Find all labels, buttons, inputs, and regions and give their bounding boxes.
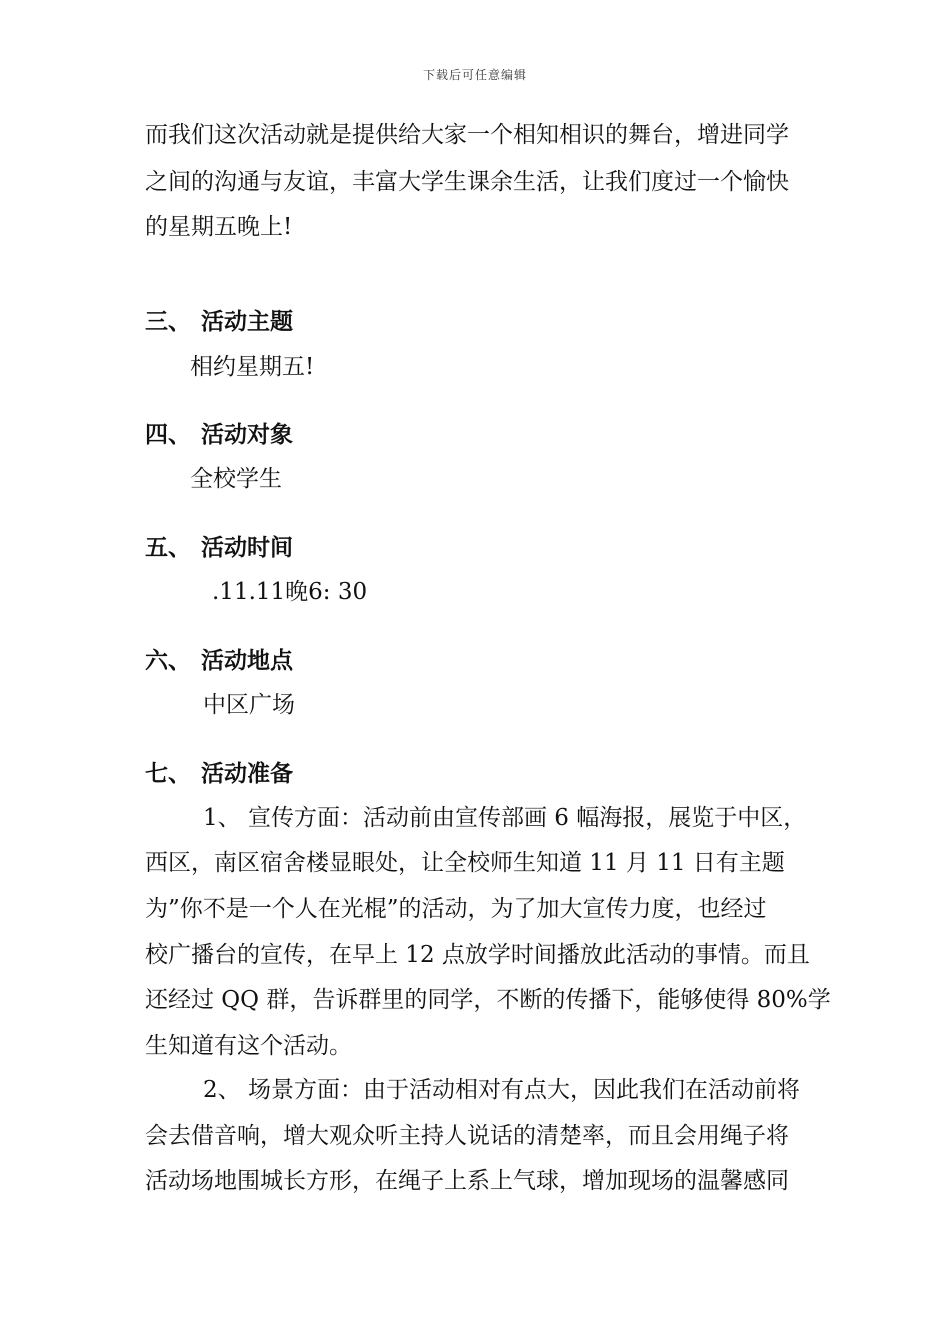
prep-line-7: 2、 场景方面：由于活动相对有点大，因此我们在活动前将 xyxy=(203,1077,800,1103)
section-5-content: .11.11晚6: 30 xyxy=(212,579,368,605)
section-title: 活动地点 xyxy=(201,648,293,674)
section-number: 五、 xyxy=(145,535,191,561)
section-number: 三、 xyxy=(145,309,191,335)
section-number: 四、 xyxy=(145,422,191,448)
prep-line-2: 西区，南区宿舍楼显眼处，让全校师生知道 11 月 11 日有主题 xyxy=(145,850,785,876)
page-header: 下载后可任意编辑 xyxy=(422,68,527,82)
section-number: 七、 xyxy=(145,761,191,787)
intro-line-3: 的星期五晚上! xyxy=(145,214,293,240)
prep-line-3: 为”你不是一个人在光棍”的活动，为了加大宣传力度，也经过 xyxy=(145,896,767,922)
section-title: 活动主题 xyxy=(201,309,293,335)
section-number: 六、 xyxy=(145,648,191,674)
section-6-content: 中区广场 xyxy=(203,692,295,718)
section-title: 活动准备 xyxy=(201,761,293,787)
prep-line-1: 1、 宣传方面：活动前由宣传部画 6 幅海报，展览于中区， xyxy=(203,805,807,831)
section-title: 活动对象 xyxy=(201,422,293,448)
prep-line-5: 还经过 QQ 群，告诉群里的同学，不断的传播下，能够使得 80%学 xyxy=(145,987,831,1013)
prep-line-8: 会去借音响，增大观众听主持人说话的清楚率，而且会用绳子将 xyxy=(145,1123,789,1149)
intro-line-1: 而我们这次活动就是提供给大家一个相知相识的舞台，增进同学 xyxy=(145,122,789,148)
section-5-heading xyxy=(145,533,293,563)
prep-line-4: 校广播台的宣传，在早上 12 点放学时间播放此活动的事情。而且 xyxy=(145,942,810,968)
section-6-heading xyxy=(145,646,293,676)
prep-line-9: 活动场地围城长方形，在绳子上系上气球，增加现场的温馨感同 xyxy=(145,1168,789,1194)
section-3-heading xyxy=(145,307,293,337)
prep-line-6: 生知道有这个活动。 xyxy=(145,1033,352,1059)
section-3-content: 相约星期五! xyxy=(190,354,315,380)
section-7-heading xyxy=(145,759,293,789)
intro-line-2: 之间的沟通与友谊，丰富大学生课余生活，让我们度过一个愉快 xyxy=(145,169,789,195)
section-4-content: 全校学生 xyxy=(190,466,282,492)
section-title: 活动时间 xyxy=(201,535,293,561)
section-4-heading xyxy=(145,420,293,450)
